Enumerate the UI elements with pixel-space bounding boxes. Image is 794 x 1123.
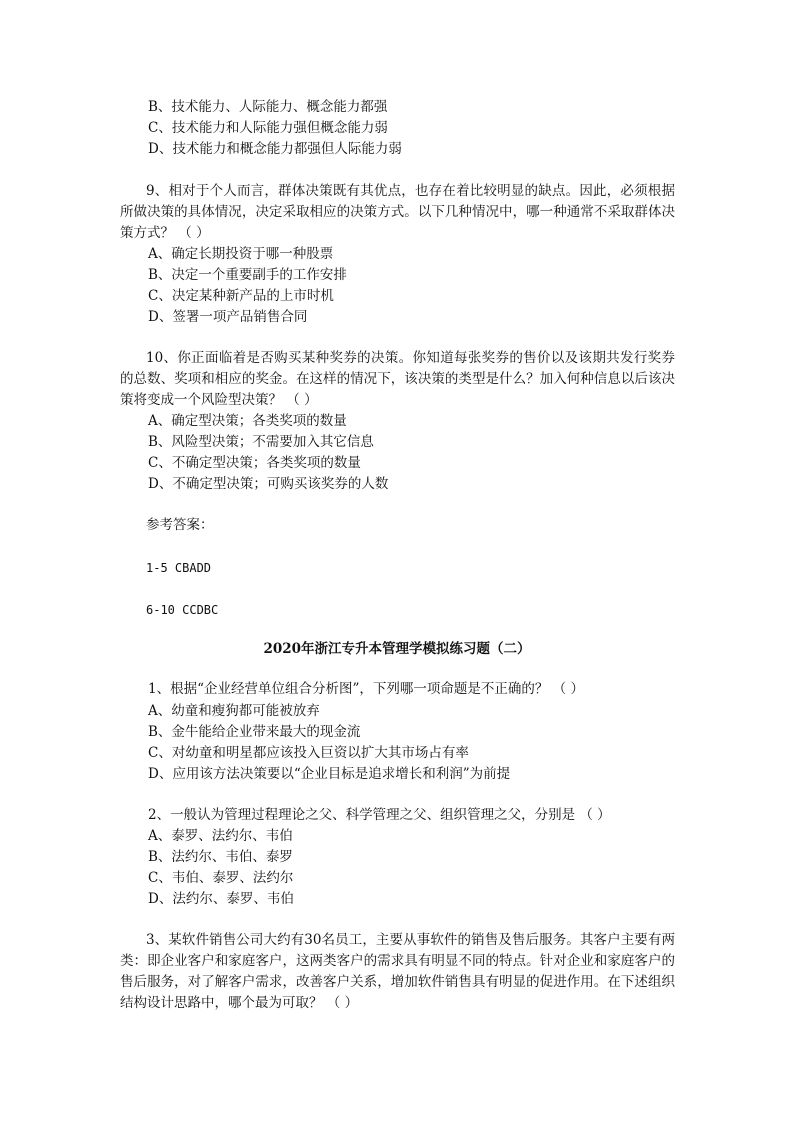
s2q2-option-b: B、法约尔、韦伯、泰罗: [148, 849, 293, 865]
q9-option-a: A、确定长期投资于哪一种股票: [148, 246, 334, 262]
s2-question-3: 3、某软件销售公司大约有30名员工，主要从事软件的销售及售后服务。其客户主要有两类：即企业客户和家庭客户，这两类客户的需求具有明显不同的特点。针对企业和家庭客户的售后服务，对了解客户需求，改善客户关系，增加软件销售具有明显的促进作用。在下述组织结构设计思路中，哪个最为可取？ （ ）: [120, 932, 675, 1011]
section-title: 2020年浙江专升本管理学模拟练习题（二）: [263, 641, 531, 657]
s2q1-option-c: C、对幼童和明星都应该投入巨资以扩大其市场占有率: [148, 745, 469, 761]
q10-option-a: A、确定型决策；各类奖项的数量: [148, 413, 347, 429]
q10-option-c: C、不确定型决策；各类奖项的数量: [148, 455, 361, 471]
option-d: D、技术能力和概念能力都强但人际能力弱: [148, 141, 402, 157]
s2-question-2: 2、一般认为管理过程理论之父、科学管理之父、组织管理之父，分别是 （ ）: [148, 807, 611, 823]
q9-option-c: C、决定某种新产品的上市时机: [148, 288, 334, 304]
s2q2-option-a: A、泰罗、法约尔、韦伯: [148, 828, 293, 844]
s2q1-option-d: D、应用该方法决策要以“企业目标是追求增长和利润”为前提: [148, 766, 511, 782]
option-c: C、技术能力和人际能力强但概念能力弱: [148, 120, 388, 136]
s2q2-option-c: C、韦伯、泰罗、法约尔: [148, 870, 294, 886]
option-b: B、技术能力、人际能力、概念能力都强: [148, 99, 388, 115]
answers-line-1: 1-5 CBADD: [146, 561, 212, 575]
answers-heading: 参考答案：: [146, 517, 214, 533]
answers-line-2: 6-10 CCDBC: [146, 603, 219, 617]
question-10: 10、你正面临着是否购买某种奖券的决策。你知道每张奖券的售价以及该期共发行奖券的总数、奖项和相应的奖金。在这样的情况下，该决策的类型是什么？加入何种信息以后该决策将变成一个风险型决策？ （ ）: [120, 350, 675, 408]
s2q2-option-d: D、法约尔、泰罗、韦伯: [148, 891, 294, 907]
q10-option-d: D、不确定型决策；可购买该奖券的人数: [148, 476, 389, 492]
s2q1-option-a: A、幼童和瘦狗都可能被放弃: [148, 703, 320, 719]
s2-question-1: 1、根据“企业经营单位组合分析图”，下列哪一项命题是不正确的？ （ ）: [148, 681, 584, 697]
question-9: 9、相对于个人而言，群体决策既有其优点，也存在着比较明显的缺点。因此，必须根据所做决策的具体情况，决定采取相应的决策方式。以下几种情况中，哪一种通常不采取群体决策方式？ （ ）: [120, 183, 675, 241]
q10-option-b: B、风险型决策；不需要加入其它信息: [148, 434, 374, 450]
s2q1-option-b: B、金牛能给企业带来最大的现金流: [148, 724, 361, 740]
q9-option-b: B、决定一个重要副手的工作安排: [148, 267, 347, 283]
q9-option-d: D、签署一项产品销售合同: [148, 309, 308, 325]
